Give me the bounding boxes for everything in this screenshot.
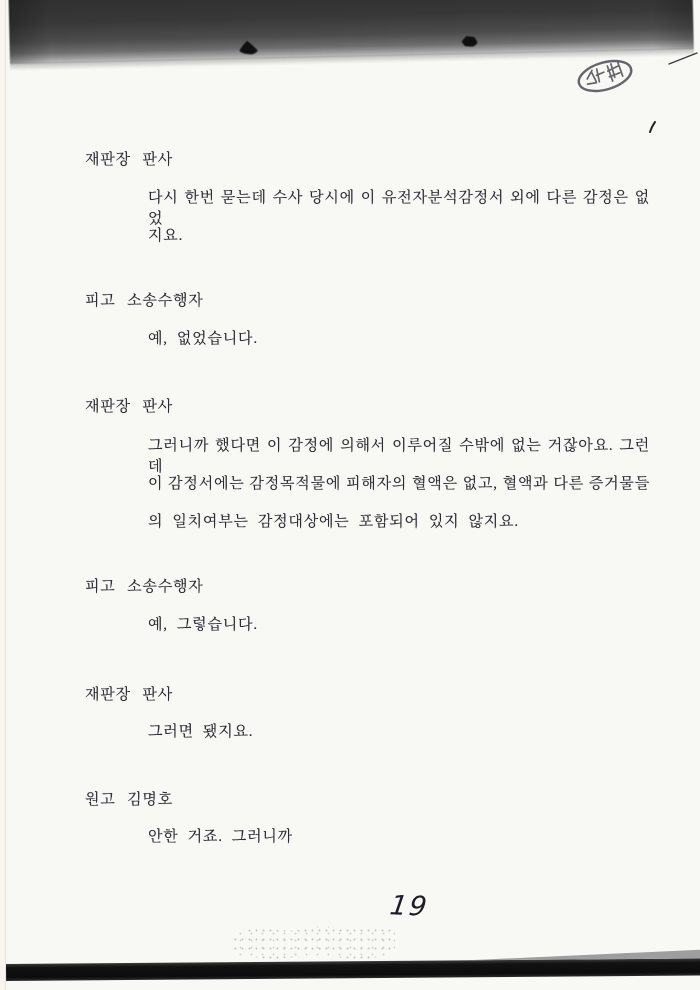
- binder-hole-shadow-icon: [239, 41, 259, 55]
- speaker-label: 재판장 판사: [85, 152, 174, 168]
- small-pen-tick-icon: [646, 118, 660, 136]
- speaker-label: 재판장 판사: [85, 399, 174, 415]
- speaker-label: 재판장 판사: [85, 687, 174, 703]
- binder-hole-shadow-icon: [461, 36, 477, 47]
- speaker-label: 원고 김명호: [85, 792, 174, 808]
- handwritten-page-number: 19: [387, 890, 431, 923]
- handwritten-scribble-icon: [588, 0, 644, 1]
- diagonal-pen-stroke-icon: [668, 50, 700, 66]
- statement-line: 그러니까 했다면 이 감정에 의해서 이루어질 수밖에 없는 거잖아요. 그런데: [148, 438, 650, 475]
- top-scan-band: [9, 0, 694, 64]
- statement-line: 예, 없었습니다.: [148, 331, 258, 347]
- statement-line: 다시 한번 묻는데 수사 당시에 이 유전자분석감정서 외에 다른 감정은 없었: [148, 190, 650, 227]
- speaker-label: 피고 소송수행자: [85, 293, 204, 309]
- statement-line: 지요.: [148, 228, 184, 244]
- scan-left-edge-line: [5, 0, 6, 990]
- dot-matrix-print-artifact: [232, 926, 395, 960]
- statement-line: 이 감정서에는 감정목적물에 피해자의 혈액은 없고, 혈액과 다른 증거물들: [148, 476, 650, 492]
- statement-line: 예, 그렇습니다.: [148, 617, 258, 633]
- statement-line: 그러면 됐지요.: [148, 724, 254, 740]
- statement-line: 안한 거죠. 그러니까: [148, 829, 293, 845]
- bottom-scan-band: [6, 959, 700, 981]
- statement-line: 의 일치여부는 감정대상에는 포함되어 있지 않지요.: [148, 514, 519, 530]
- speaker-label: 피고 소송수행자: [85, 579, 204, 595]
